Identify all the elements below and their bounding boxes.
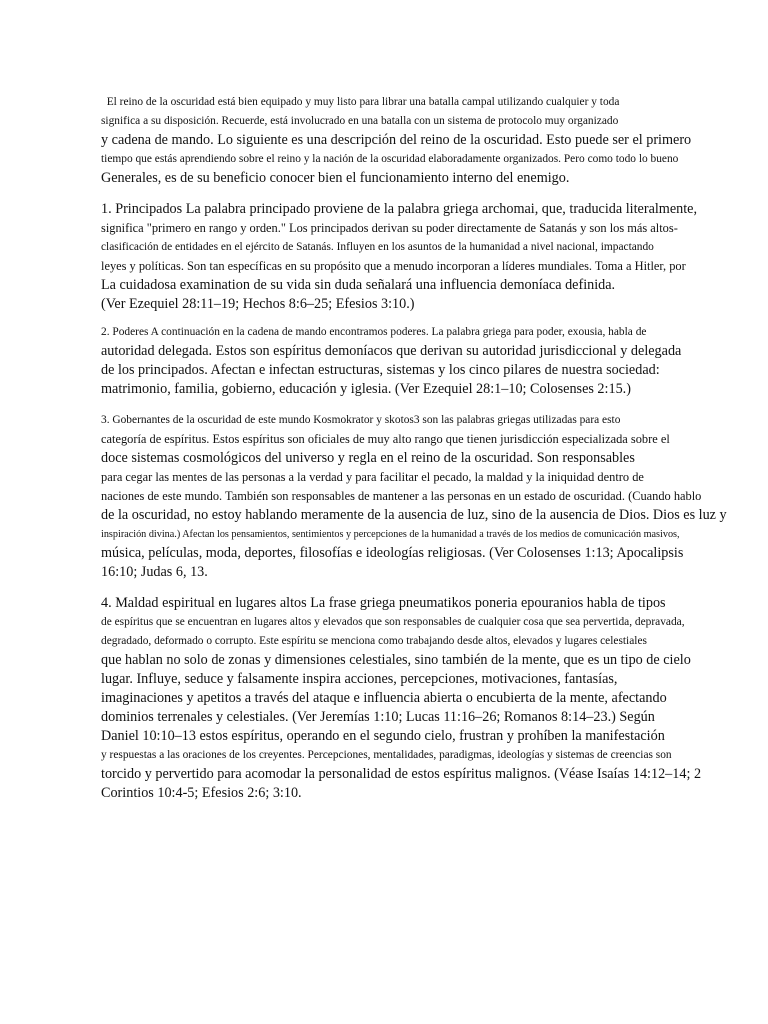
- text-line: significa "primero en rango y orden." Los principados derivan su poder directamente de Satanás y son los más altos-: [101, 221, 678, 235]
- text-line: (Ver Ezequiel 28:11–19; Hechos 8:6–25; Efesios 3:10.): [101, 296, 415, 312]
- text-line: 2. Poderes A continuación en la cadena de mando encontramos poderes. La palabra griega para poder, exousia, habla de: [101, 326, 647, 338]
- text-line: doce sistemas cosmológicos del universo y regla en el reino de la oscuridad. Son responsables: [101, 450, 635, 466]
- text-line: tiempo que estás aprendiendo sobre el reino y la nación de la oscuridad elaboradamente organizados. Pero como todo lo bueno: [101, 153, 679, 165]
- text-line: El reino de la oscuridad está bien equipado y muy listo para librar una batalla campal utilizando cualquier y toda: [101, 96, 620, 108]
- text-line: para cegar las mentes de las personas a la verdad y para facilitar el pecado, la maldad y la iniquidad dentro de: [101, 470, 644, 484]
- text-line: La cuidadosa examination de su vida sin duda señalará una influencia demoníaca definida.: [101, 277, 616, 293]
- text-line: lugar. Influye, seduce y falsamente inspira acciones, percepciones, motivaciones, fantasías,: [101, 671, 618, 687]
- text-line: clasificación de entidades en el ejército de Satanás. Influyen en los asuntos de la humanidad a nivel nacional, impactando: [101, 241, 654, 253]
- text-line: degradado, deformado o corrupto. Este espíritu se menciona como trabajando desde altos, elevados y lugares celestiales: [101, 635, 647, 647]
- text-line: autoridad delegada. Estos son espíritus demoníacos que derivan su autoridad jurisdiccional y delegada: [101, 343, 682, 359]
- paragraph-gobernantes: [101, 411, 741, 582]
- text-line: Generales, es de su beneficio conocer bien el funcionamiento interno del enemigo.: [101, 170, 570, 186]
- text-line: Corintios 10:4-5; Efesios 2:6; 3:10.: [101, 785, 302, 801]
- text-line: 4. Maldad espiritual en lugares altos La frase griega pneumatikos poneria epouranios habla de tipos: [101, 595, 666, 611]
- text-line: y cadena de mando. Lo siguiente es una descripción del reino de la oscuridad. Esto puede ser el primero: [101, 132, 692, 148]
- paragraph-principados: [101, 200, 741, 314]
- text-line: leyes y políticas. Son tan específicas en su propósito que a menudo incorporan a líderes mundiales. Toma a Hitler, por: [101, 259, 686, 273]
- text-line: naciones de este mundo. También son responsables de mantener a las personas en un estado de oscuridad. (Cuando hablo: [101, 489, 702, 503]
- text-line: música, películas, moda, deportes, filosofías e ideologías religiosas. (Ver Colosenses 1:13; Apocalipsis: [101, 545, 684, 561]
- text-line: que hablan no solo de zonas y dimensiones celestiales, sino también de la mente, que es un tipo de cielo: [101, 652, 691, 668]
- text-line: 3. Gobernantes de la oscuridad de este mundo Kosmokrator y skotos3 son las palabras griegas utilizadas para esto: [101, 414, 621, 426]
- text-line: inspiración divina.) Afectan los pensamientos, sentimientos y percepciones de la humanidad a través de los medios de comunicación masivos,: [101, 529, 680, 540]
- text-line: y respuestas a las oraciones de los creyentes. Percepciones, mentalidades, paradigmas, ideologías y sistemas de creencias son: [101, 749, 672, 761]
- text-line: de los principados. Afectan e infectan estructuras, sistemas y los cinco pilares de nuestra sociedad:: [101, 362, 660, 378]
- text-line: 1. Principados La palabra principado proviene de la palabra griega archomai, que, traducida literalmente,: [101, 201, 698, 217]
- text-line: imaginaciones y apetitos a través del ataque e influencia abierta o encubierta de la mente, afectando: [101, 690, 667, 706]
- paragraph-maldad: [101, 594, 741, 803]
- paragraph-intro: [101, 93, 741, 188]
- text-line: Daniel 10:10–13 estos espíritus, operando en el segundo cielo, frustran y prohíben la manifestación: [101, 728, 665, 744]
- text-line: categoría de espíritus. Estos espíritus son oficiales de muy alto rango que tienen jurisdicción especializada sobre el: [101, 432, 670, 446]
- text-line: torcido y pervertido para acomodar la personalidad de estos espíritus malignos. (Véase Isaías 14:12–14; 2: [101, 766, 702, 782]
- paragraph-poderes: [101, 323, 741, 399]
- text-line: de la oscuridad, no estoy hablando meramente de la ausencia de luz, sino de la ausencia de Dios. Dios es luz y: [101, 507, 727, 523]
- text-line: 16:10; Judas 6, 13.: [101, 564, 208, 580]
- text-line: de espíritus que se encuentran en lugares altos y elevados que son responsables de cualquier cosa que sea pervertida, depravada,: [101, 616, 685, 628]
- text-line: matrimonio, familia, gobierno, educación y iglesia. (Ver Ezequiel 28:1–10; Colosenses 2:15.): [101, 381, 631, 397]
- text-line: dominios terrenales y celestiales. (Ver Jeremías 1:10; Lucas 11:16–26; Romanos 8:14–23.) Según: [101, 709, 655, 725]
- text-line: significa a su disposición. Recuerde, está involucrado en una batalla con un sistema de protocolo muy organizado: [101, 115, 619, 127]
